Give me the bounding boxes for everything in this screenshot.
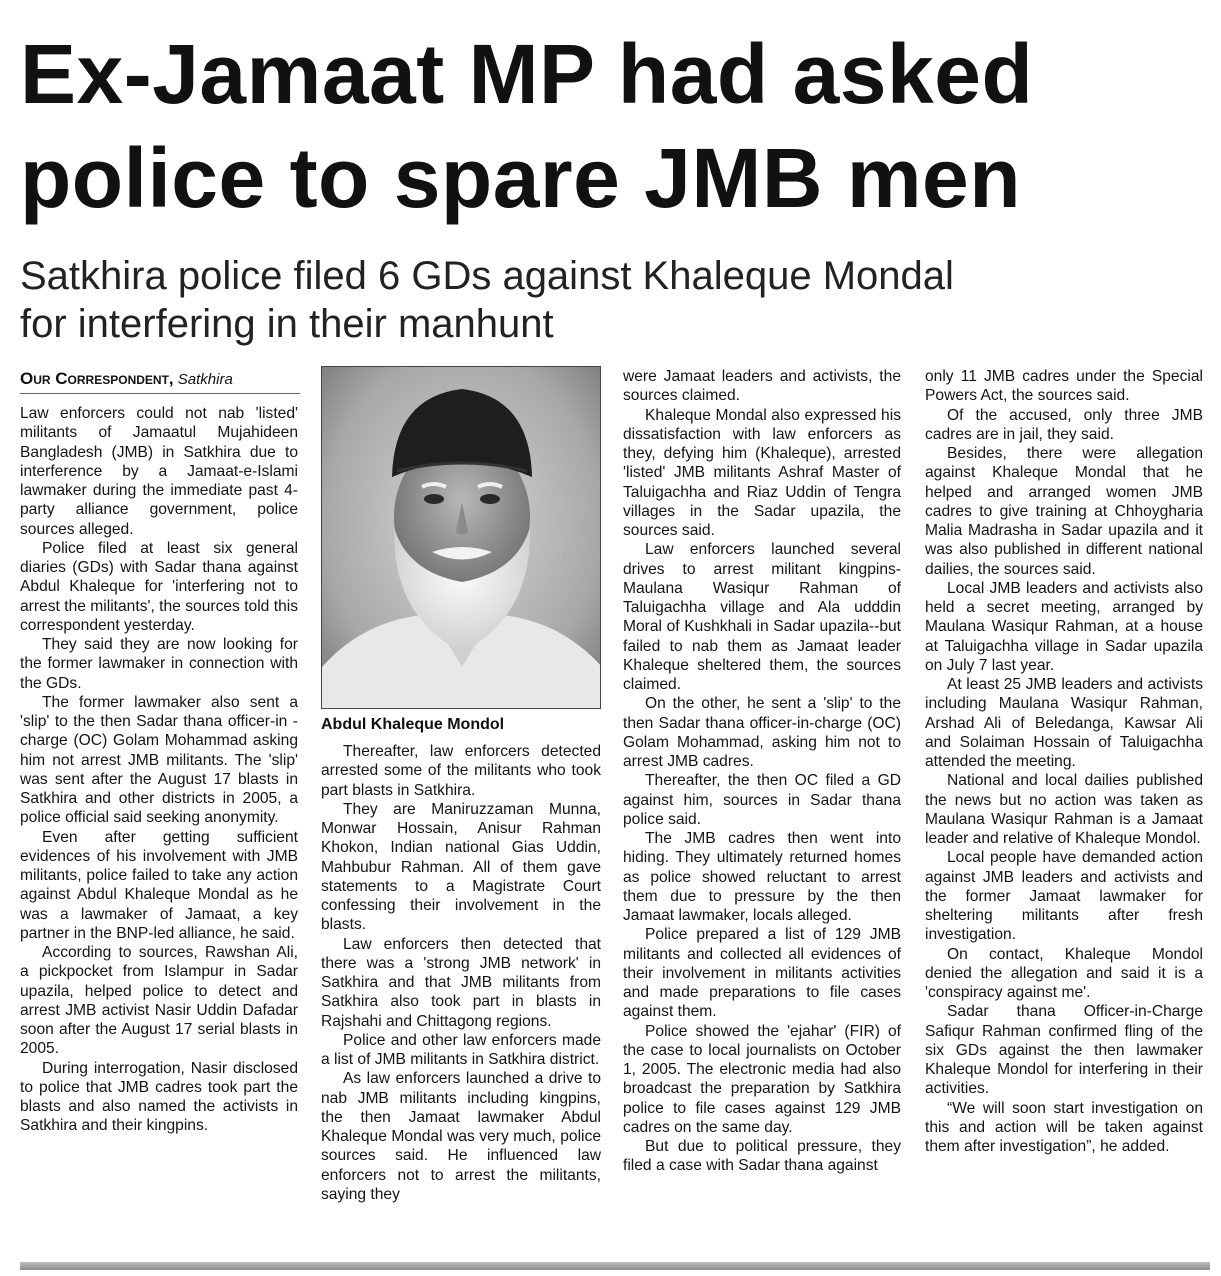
paragraph: Khaleque Mondal also expressed his dissatisfaction with law enforcers as they, defying him (Khaleque), arrested 'listed' JMB militants Ashraf Master of Taluigachha and Riaz Uddin of Tengra villages in the Sadar upazila, the sources said. <box>623 406 901 539</box>
paragraph: The JMB cadres then went into hiding. They ultimately returned homes as police showed reluctant to arrest them due to pressure by the then Jamaat lawmaker, locals alleged. <box>623 830 901 924</box>
paragraph: Police and other law enforcers made a list of JMB militants in Satkhira district. <box>321 1031 601 1068</box>
headline <box>20 22 1210 230</box>
article-column-1 <box>20 404 298 1136</box>
paragraph: During interrogation, Nasir disclosed to police that JMB cadres took part the blasts and also named the activists in Satkhira and their kingpins. <box>20 1059 298 1135</box>
byline-place: Satkhira <box>177 371 233 388</box>
paragraph: Local people have demanded action against JMB leaders and activists and the former Jamaat lawmaker for sheltering militants after fresh investigation. <box>925 849 1203 944</box>
paragraph: Law enforcers launched several drives to arrest militant kingpins-Maulana Wasiqur Rahman of Taluigachha village and Ala udddin Moral of Kushkhali in Sadar upazila--but failed to nab them as Jamaat leader Khaleque sheltered them, the sources claimed. <box>623 541 901 693</box>
paragraph: On contact, Khaleque Mondol denied the allegation and said it is a 'conspiracy against me'. <box>925 945 1203 1001</box>
paragraph: But due to political pressure, they filed a case with Sadar thana against <box>623 1138 901 1175</box>
article-column-2 <box>321 742 601 1204</box>
paragraph: Of the accused, only three JMB cadres are in jail, they said. <box>925 406 1203 443</box>
paragraph: As law enforcers launched a drive to nab JMB militants including kingpins, the then Jamaat lawmaker Abdul Khaleque Mondal was very much, police sources said. He influenced law enforcers not to arrest the militants, saying they <box>321 1070 601 1203</box>
paragraph: National and local dailies published the news but no action was taken as Maulana Wasiqur Rahman is a Jamaat leader and relative of Khaleque Mondol. <box>925 772 1203 847</box>
paragraph: On the other, he sent a 'slip' to the then Sadar thana officer-in-charge (OC) Golam Mohammad, asking him not to arrest JMB cadres. <box>623 695 901 770</box>
paragraph: were Jamaat leaders and activists, the sources claimed. <box>623 368 901 405</box>
article-column-3 <box>623 367 901 1176</box>
paragraph: Thereafter, law enforcers detected arrested some of the militants who took part blasts in Satkhira. <box>321 743 601 799</box>
paragraph: Police prepared a list of 129 JMB militants and collected all evidences of their involvement in militants activities and made preparations to file cases against them. <box>623 926 901 1021</box>
paragraph: Thereafter, the then OC filed a GD against him, sources in Sadar thana police said. <box>623 772 901 828</box>
photo-caption: Abdul Khaleque Mondol <box>321 716 505 733</box>
paragraph: According to sources, Rawshan Ali, a pickpocket from Islampur in Sadar upazila, helped police to detect and arrest JMB activist Nasir Uddin Dafadar soon after the August 17 serial blasts in 2005. <box>20 944 298 1058</box>
headline-line-1: Ex-Jamaat MP had asked <box>20 27 1034 121</box>
paragraph: Law enforcers then detected that there was a 'strong JMB network' in Satkhira and that JMB militants from Satkhira also took part in blasts in Rajshahi and Chittagong regions. <box>321 935 601 1030</box>
byline <box>20 368 300 394</box>
headline-line-2: police to spare JMB men <box>20 131 1022 225</box>
paragraph: They said they are now looking for the former lawmaker in connection with the GDs. <box>20 636 298 692</box>
byline-author: Our Correspondent, <box>20 369 174 388</box>
paragraph: Sadar thana Officer-in-Charge Safiqur Rahman confirmed fling of the six GDs against the then lawmaker Khaleque Mondol for interfering in their activities. <box>925 1003 1203 1098</box>
subheadline <box>20 252 1210 348</box>
paragraph: Law enforcers could not nab 'listed' militants of Jamaatul Mujahideen Bangladesh (JMB) in Satkhira due to interference by a Jamaat-e-Islami lawmaker during the immediate past 4-party alliance government, police sources alleged. <box>20 405 298 538</box>
paragraph: “We will soon start investigation on this and action will be taken against them after investigation”, he added. <box>925 1099 1203 1155</box>
subheadline-line-1: Satkhira police filed 6 GDs against Khaleque Mondal <box>20 254 954 298</box>
portrait-illustration <box>322 367 601 709</box>
article-column-4 <box>925 367 1203 1156</box>
paragraph: Besides, there were allegation against Khaleque Mondal that he helped and arranged women JMB cadres to give training at Chhoygharia Malia Madrasha in Sadar upazila and it was also published in different national dailies, the sources said. <box>925 445 1203 578</box>
paragraph: Local JMB leaders and activists also held a secret meeting, arranged by Maulana Wasiqur Rahman, at a house at Taluigachha village in Sadar upazila on July 7 last year. <box>925 579 1203 674</box>
paragraph: Police showed the 'ejahar' (FIR) of the case to local journalists on October 1, 2005. The electronic media had also broadcast the preparation by Satkhira police to file cases against 129 JMB cadres on the same day. <box>623 1022 901 1136</box>
paragraph: They are Maniruzzaman Munna, Monwar Hossain, Anisur Rahman Khokon, Indian national Gias Uddin, Mahbubur Rahman. All of them gave statements to a Magistrate Court confessing their involvement in the blasts. <box>321 800 601 934</box>
paragraph: Police filed at least six general diaries (GDs) with Sadar thana against Abdul Khaleque for 'interfering not to arrest the militants', the sources told this correspondent yesterday. <box>20 539 298 634</box>
paragraph: At least 25 JMB leaders and activists including Maulana Wasiqur Rahman, Arshad Ali of Beledanga, Kawsar Ali and Solaiman Hossain of Taluigachha attended the meeting. <box>925 676 1203 770</box>
subheadline-line-2: for interfering in their manhunt <box>20 302 554 346</box>
paragraph: only 11 JMB cadres under the Special Powers Act, the sources said. <box>925 368 1203 405</box>
paragraph: The former lawmaker also sent a 'slip' to the then Sadar thana officer-in -charge (OC) Golam Mohammad asking him not arrest JMB militants. The 'slip' was sent after the August 17 blasts in Satkhira and other districts in 2005, a police official said seeking anonymity. <box>20 693 298 827</box>
paragraph: Even after getting sufficient evidences of his involvement with JMB militants, police failed to take any action against Abdul Khaleque Mondal as he was a lawmaker of Jamaat, a key partner in the BNP-led alliance, he said. <box>20 828 298 942</box>
bottom-rule <box>20 1262 1210 1270</box>
portrait-photo <box>321 366 601 709</box>
